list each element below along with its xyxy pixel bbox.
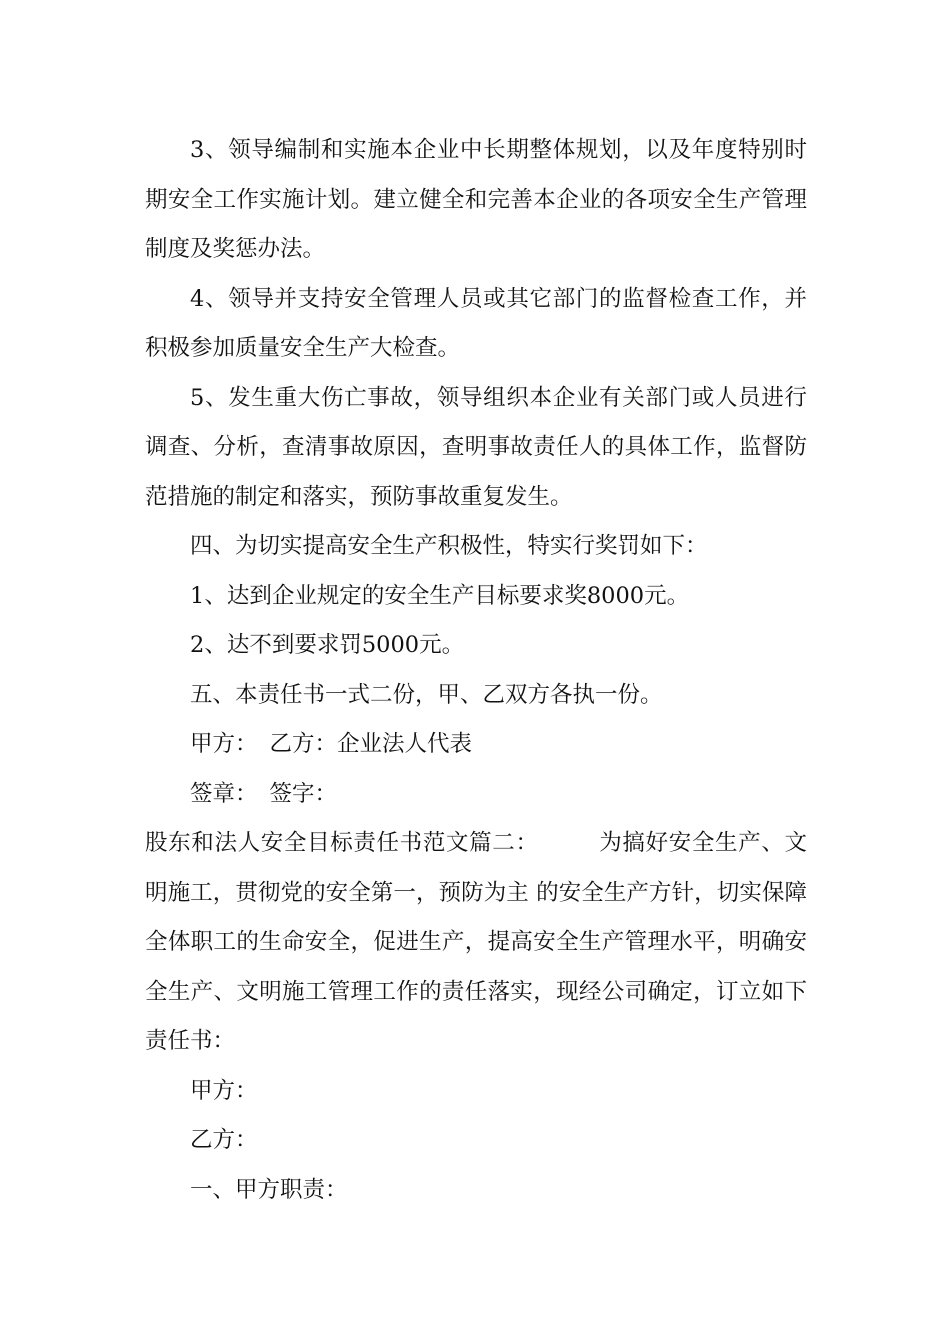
paragraph-section-four: 四、为切实提高安全生产积极性，特实行奖罚如下： — [190, 533, 708, 559]
paragraph-penalty: 2、达不到要求罚5000元。 — [190, 632, 465, 658]
party-a-label: 甲方： — [190, 1077, 258, 1104]
duties-heading: 一、甲方职责： — [190, 1176, 348, 1203]
seal-label: 签章： — [190, 780, 258, 807]
sign-label: 签字： — [269, 780, 338, 807]
party-a-signature-label: 甲方： — [190, 731, 258, 757]
paragraph-item-4: 4、领导并支持安全管理人员或其它部门的监督检查工作，并积极参加质量安全生产大检查。 — [145, 285, 807, 361]
paragraph-item-5: 5、发生重大伤亡事故，领导组织本企业有关部门或人员进行调查、分析，查清事故原因，查明事故责任人的具体工作，监督防范措施的制定和落实，预防事故重复发生。 — [145, 384, 807, 510]
party-b-label: 乙方： — [190, 1127, 258, 1153]
party-b-signature-label: 乙方：企业法人代表 — [269, 731, 473, 757]
section-two-body: 为搞好安全生产、文明施工，贯彻党的安全第一，预防为主 的安全生产方针，切实保障全体职工的生命安全，促进生产，提高安全生产管理水平，明确安全生产、文明施工管理工作的责任落实，现经公司确定，订立如下责任书： — [145, 830, 807, 1054]
signature-line-parties — [145, 720, 807, 770]
paragraph-section-five: 五、本责任书一式二份，甲、乙双方各执一份。 — [190, 681, 663, 708]
section-two-paragraph — [145, 819, 807, 1067]
paragraph-reward: 1、达到企业规定的安全生产目标要求奖8000元。 — [190, 582, 690, 609]
section-two-heading: 股东和法人安全目标责任书范文篇二： — [145, 830, 539, 856]
signature-line-seal — [145, 770, 807, 820]
document-body — [145, 126, 807, 1215]
paragraph-item-3: 3、领导编制和实施本企业中长期整体规划，以及年度特别时期安全工作实施计划。建立健全和完善本企业的各项安全生产管理制度及奖惩办法。 — [145, 137, 807, 262]
